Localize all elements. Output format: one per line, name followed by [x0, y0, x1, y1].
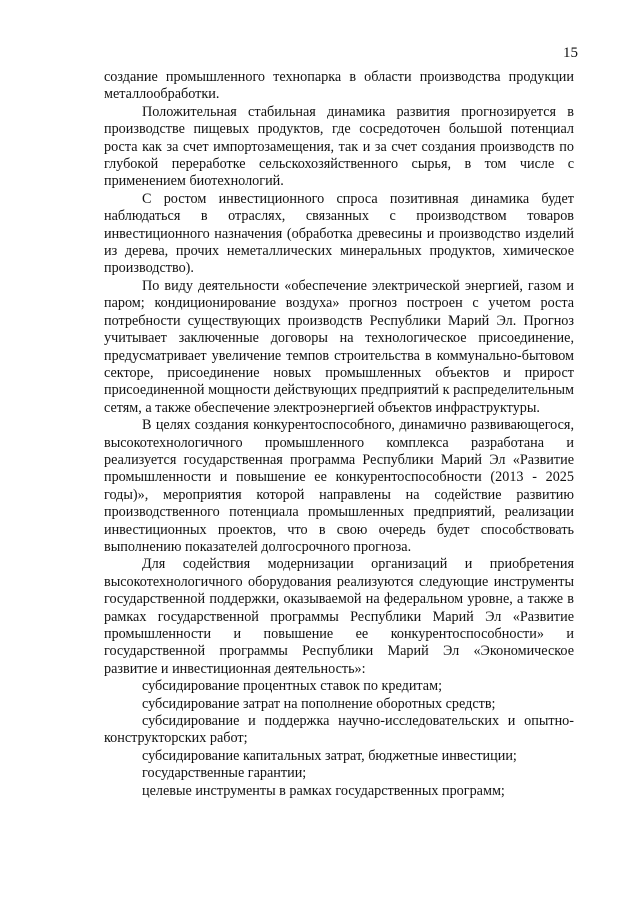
paragraph-state-program: В целях создания конкурентоспособного, динамично развивающегося, высокотехнологичного промышленного комплекса разработана и реализуется государственная программа Республики Марий Эл «Развитие промышленности и повышение ее конкурентоспособности (2013 - 2025 годы)», мероприятия которой направлены на содействие развитию производственного потенциала промышленных предприятий, реализации инвестиционных проектов, что в свою очередь будет способствовать выполнению показателей долгосрочного прогноза. — [104, 417, 574, 555]
document-body — [104, 69, 574, 800]
list-item: субсидирование затрат на пополнение оборотных средств; — [142, 695, 496, 712]
list-item: целевые инструменты в рамках государственных программ; — [142, 782, 505, 799]
page-number: 15 — [563, 45, 578, 61]
paragraph-continuation: создание промышленного технопарка в области производства продукции металлообработки. — [104, 69, 574, 103]
list-item: государственные гарантии; — [142, 765, 307, 782]
list-item: субсидирование капитальных затрат, бюджетные инвестиции; — [142, 747, 517, 764]
list-item: субсидирование процентных ставок по кредитам; — [142, 678, 443, 695]
paragraph-energy-supply: По виду деятельности «обеспечение электрической энергией, газом и паром; кондиционирование воздуха» прогноз построен с учетом роста потребности существующих производств Республики Марий Эл. Прогноз учитывает заключенные договоры на технологическое присоединение, предусматривает увеличение темпов строительства в коммунально-бытовом секторе, присоединение новых промышленных объектов и прирост присоединенной мощности действующих предприятий к распределительным сетям, а также обеспечение электроэнергией объектов инфраструктуры. — [104, 277, 574, 416]
list-item: субсидирование и поддержка научно-исследовательских и опытно-конструкторских работ; — [104, 713, 574, 747]
paragraph-investment-demand: С ростом инвестиционного спроса позитивная динамика будет наблюдаться в отраслях, связанных с производством товаров инвестиционного назначения (обработка древесины и производство изделий из дерева, прочих неметаллических минеральных продуктов, химическое производство). — [104, 190, 574, 277]
paragraph-food-production: Положительная стабильная динамика развития прогнозируется в производстве пищевых продуктов, где сосредоточен большой потенциал роста как за счет импортозамещения, так и за счет создания производств по глубокой переработке сельскохозяйственного сырья, в том числе с применением биотехнологий. — [104, 103, 574, 190]
paragraph-support-instruments: Для содействия модернизации организаций и приобретения высокотехнологичного оборудования реализуются следующие инструменты государственной поддержки, оказываемой на федеральном уровне, а также в рамках государственной программы Республики Марий Эл «Развитие промышленности и повышение ее конкурентоспособности» и государственной программы Республики Марий Эл «Экономическое развитие и инвестиционная деятельность»: — [104, 556, 574, 677]
